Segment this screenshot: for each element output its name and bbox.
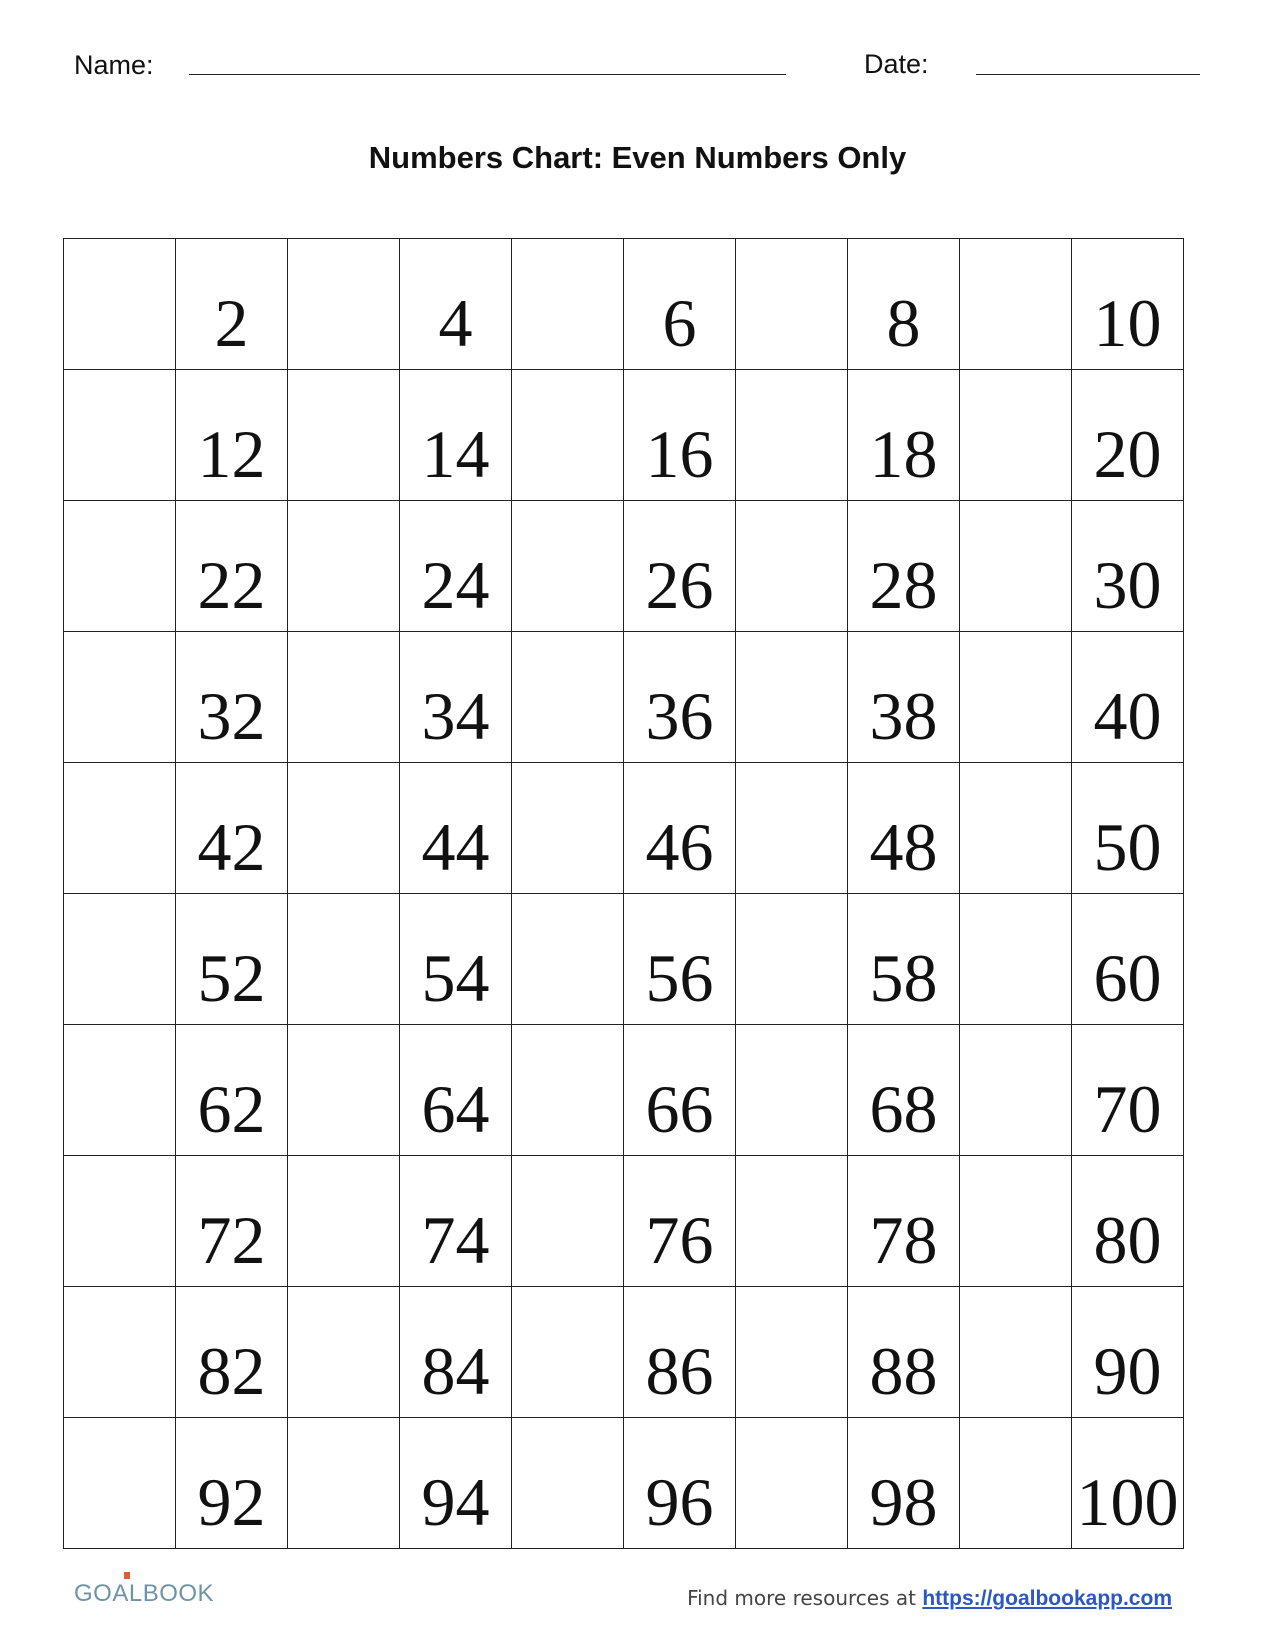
grid-cell-number: 48 (848, 763, 960, 894)
grid-cell-number: 20 (1072, 370, 1184, 501)
grid-cell-blank[interactable] (288, 370, 400, 501)
grid-cell-number: 74 (400, 1156, 512, 1287)
grid-cell-blank[interactable] (960, 501, 1072, 632)
grid-cell-number: 2 (176, 239, 288, 370)
grid-cell-number: 32 (176, 632, 288, 763)
name-label: Name: (74, 50, 154, 80)
grid-cell-number: 24 (400, 501, 512, 632)
grid-cell-number: 52 (176, 894, 288, 1025)
grid-cell-number: 98 (848, 1418, 960, 1549)
footer-resources (687, 1586, 1172, 1611)
grid-cell-blank[interactable] (736, 1025, 848, 1156)
grid-cell-blank[interactable] (288, 1287, 400, 1418)
grid-cell-blank[interactable] (288, 632, 400, 763)
grid-cell-blank[interactable] (736, 1287, 848, 1418)
grid-cell-number: 10 (1072, 239, 1184, 370)
grid-cell-blank[interactable] (288, 1156, 400, 1287)
grid-cell-blank[interactable] (64, 239, 176, 370)
grid-cell-blank[interactable] (960, 894, 1072, 1025)
grid-cell-blank[interactable] (512, 239, 624, 370)
grid-cell-blank[interactable] (288, 763, 400, 894)
grid-cell-blank[interactable] (960, 1287, 1072, 1418)
grid-cell-blank[interactable] (512, 1025, 624, 1156)
grid-cell-number: 4 (400, 239, 512, 370)
grid-cell-number: 18 (848, 370, 960, 501)
grid-row (64, 1025, 1184, 1156)
grid-cell-number: 12 (176, 370, 288, 501)
grid-cell-number: 50 (1072, 763, 1184, 894)
grid-cell-number: 30 (1072, 501, 1184, 632)
grid-cell-blank[interactable] (64, 370, 176, 501)
grid-cell-blank[interactable] (736, 632, 848, 763)
grid-cell-number: 86 (624, 1287, 736, 1418)
grid-cell-number: 40 (1072, 632, 1184, 763)
grid-row (64, 370, 1184, 501)
footer-resources-text: Find more resources at (687, 1586, 916, 1610)
grid-cell-number: 8 (848, 239, 960, 370)
grid-cell-number: 82 (176, 1287, 288, 1418)
grid-cell-blank[interactable] (512, 894, 624, 1025)
grid-cell-number: 56 (624, 894, 736, 1025)
grid-cell-number: 70 (1072, 1025, 1184, 1156)
grid-cell-number: 84 (400, 1287, 512, 1418)
grid-cell-blank[interactable] (512, 1418, 624, 1549)
grid-row (64, 632, 1184, 763)
grid-row (64, 501, 1184, 632)
grid-cell-blank[interactable] (512, 1287, 624, 1418)
grid-cell-blank[interactable] (736, 501, 848, 632)
grid-cell-blank[interactable] (960, 370, 1072, 501)
grid-cell-blank[interactable] (736, 1418, 848, 1549)
goalbook-logo: GOALBOOK (74, 1580, 215, 1607)
grid-cell-number: 38 (848, 632, 960, 763)
grid-cell-blank[interactable] (736, 239, 848, 370)
grid-cell-blank[interactable] (288, 1418, 400, 1549)
grid-cell-blank[interactable] (64, 1418, 176, 1549)
grid-cell-number: 42 (176, 763, 288, 894)
grid-cell-number: 62 (176, 1025, 288, 1156)
grid-cell-number: 94 (400, 1418, 512, 1549)
grid-cell-number: 22 (176, 501, 288, 632)
grid-cell-blank[interactable] (64, 1287, 176, 1418)
grid-cell-blank[interactable] (512, 632, 624, 763)
grid-cell-number: 28 (848, 501, 960, 632)
grid-cell-number: 6 (624, 239, 736, 370)
grid-row (64, 1156, 1184, 1287)
grid-cell-blank[interactable] (64, 632, 176, 763)
grid-row (64, 763, 1184, 894)
grid-cell-number: 26 (624, 501, 736, 632)
logo-flag-icon (124, 1572, 130, 1579)
grid-cell-blank[interactable] (736, 763, 848, 894)
grid-cell-number: 100 (1072, 1418, 1184, 1549)
grid-cell-blank[interactable] (960, 763, 1072, 894)
grid-cell-blank[interactable] (960, 239, 1072, 370)
grid-cell-number: 60 (1072, 894, 1184, 1025)
grid-row (64, 1418, 1184, 1549)
grid-cell-blank[interactable] (288, 894, 400, 1025)
grid-cell-blank[interactable] (736, 1156, 848, 1287)
grid-cell-number: 90 (1072, 1287, 1184, 1418)
grid-cell-blank[interactable] (288, 1025, 400, 1156)
name-line[interactable] (189, 74, 786, 75)
grid-cell-number: 96 (624, 1418, 736, 1549)
grid-cell-blank[interactable] (288, 239, 400, 370)
grid-cell-blank[interactable] (736, 894, 848, 1025)
date-line[interactable] (976, 74, 1200, 75)
grid-cell-blank[interactable] (512, 763, 624, 894)
grid-cell-number: 44 (400, 763, 512, 894)
grid-cell-number: 54 (400, 894, 512, 1025)
grid-cell-blank[interactable] (512, 501, 624, 632)
grid-cell-blank[interactable] (960, 1156, 1072, 1287)
grid-cell-blank[interactable] (512, 1156, 624, 1287)
grid-cell-number: 80 (1072, 1156, 1184, 1287)
grid-cell-number: 16 (624, 370, 736, 501)
grid-cell-blank[interactable] (64, 501, 176, 632)
grid-cell-number: 92 (176, 1418, 288, 1549)
grid-cell-blank[interactable] (960, 1418, 1072, 1549)
date-label: Date: (864, 49, 929, 79)
grid-cell-number: 88 (848, 1287, 960, 1418)
grid-cell-number: 36 (624, 632, 736, 763)
grid-cell-blank[interactable] (288, 501, 400, 632)
grid-cell-number: 14 (400, 370, 512, 501)
grid-cell-number: 64 (400, 1025, 512, 1156)
grid-cell-blank[interactable] (64, 894, 176, 1025)
grid-cell-blank[interactable] (512, 370, 624, 501)
grid-cell-number: 72 (176, 1156, 288, 1287)
numbers-grid (63, 238, 1184, 1549)
grid-cell-number: 58 (848, 894, 960, 1025)
grid-cell-number: 34 (400, 632, 512, 763)
footer-link[interactable]: https://goalbookapp.com (922, 1587, 1172, 1610)
grid-cell-number: 68 (848, 1025, 960, 1156)
grid-row (64, 1287, 1184, 1418)
grid-cell-blank[interactable] (64, 1025, 176, 1156)
grid-cell-number: 46 (624, 763, 736, 894)
grid-cell-number: 78 (848, 1156, 960, 1287)
page-title: Numbers Chart: Even Numbers Only (368, 140, 907, 175)
grid-cell-number: 66 (624, 1025, 736, 1156)
grid-cell-blank[interactable] (736, 370, 848, 501)
grid-cell-blank[interactable] (960, 632, 1072, 763)
grid-cell-blank[interactable] (64, 763, 176, 894)
grid-cell-blank[interactable] (64, 1156, 176, 1287)
grid-row (64, 894, 1184, 1025)
grid-cell-blank[interactable] (960, 1025, 1072, 1156)
grid-row (64, 239, 1184, 370)
grid-cell-number: 76 (624, 1156, 736, 1287)
